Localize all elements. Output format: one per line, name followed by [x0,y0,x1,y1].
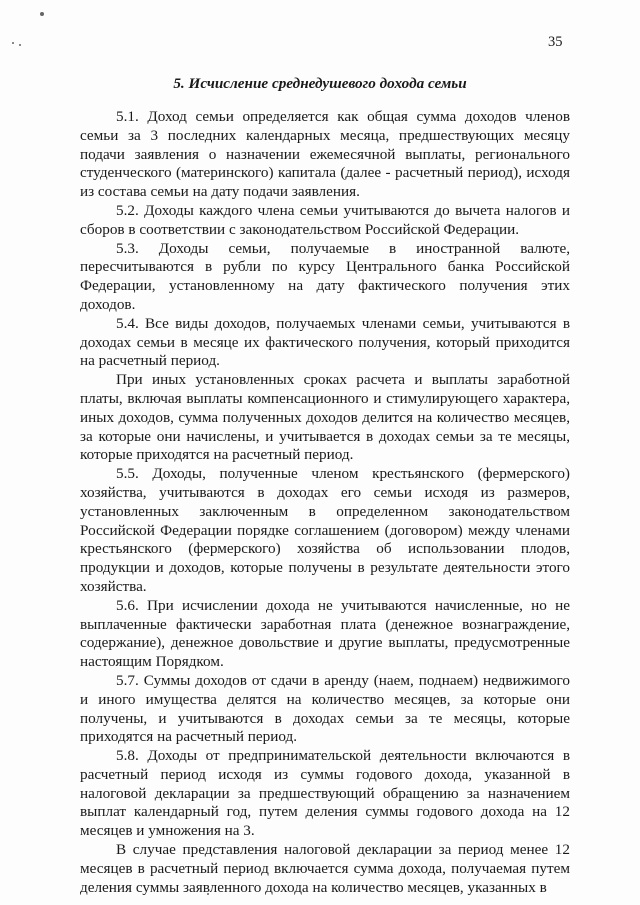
document-body [80,108,570,897]
scan-dot [19,44,21,46]
paragraph-5-4-cont: При иных установленных сроках расчета и выплаты заработной платы, включая выплаты компенсационного и стимулирующего характера, иных доходов, сумма полученных доходов делится на количество месяцев, за которые они начислены, и учитывается в доходах семьи за те месяцы, которые приходятся на расчетный период. [80,371,570,464]
page-number: 35 [548,34,563,50]
paragraph-5-6: 5.6. При исчислении дохода не учитываются начисленные, но не выплаченные фактически заработная плата (денежное вознаграждение, содержание), денежное довольствие и другие выплаты, предусмотренные настоящим Порядком. [80,596,570,671]
scan-dot [12,42,14,44]
section-title: 5. Исчисление среднедушевого дохода семьи [173,75,467,92]
paragraph-5-8: 5.8. Доходы от предпринимательской деятельности включаются в расчетный период исходя из суммы годового дохода, указанной в налоговой декларации за предшествующий обращению за назначением выплат календарный год, путем деления суммы годового дохода на 12 месяцев и умножения на 3. [80,747,570,840]
paragraph-5-1: 5.1. Доход семьи определяется как общая сумма доходов членов семьи за 3 последних календарных месяца, предшествующих месяцу подачи заявления о назначении ежемесячной выплаты, регионального студенческого (материнского) капитала (далее - расчетный период), исходя из состава семьи на дату подачи заявления. [80,108,570,201]
scan-dot [40,12,44,16]
paragraph-5-2: 5.2. Доходы каждого члена семьи учитываются до вычета налогов и сборов в соответствии с законодательством Российской Федерации. [80,201,570,238]
paragraph-5-8-cont: В случае представления налоговой декларации за период менее 12 месяцев в расчетный период включается сумма дохода, получаемая путем деления суммы заявленного дохода на количество месяцев, указанных в [80,841,570,896]
paragraph-5-4: 5.4. Все виды доходов, получаемых членами семьи, учитываются в доходах семьи в месяце их фактического получения, который приходится на расчетный период. [80,314,570,370]
paragraph-5-7: 5.7. Суммы доходов от сдачи в аренду (наем, поднаем) недвижимого и иного имущества делятся на количество месяцев, за которые они получены, и учитываются в доходах семьи за те месяцы, которые приходятся на расчетный период. [80,671,570,746]
paragraph-5-5: 5.5. Доходы, полученные членом крестьянского (фермерского) хозяйства, учитываются в доходах его семьи исходя из размеров, установленных заключенным в определенном законодательством Российской Федерации порядке соглашением (договором) между членами крестьянского (фермерского) хозяйства об использовании плодов, продукции и доходов, которые получены в результате деятельности этого хозяйства. [80,465,570,595]
paragraph-5-3: 5.3. Доходы семьи, получаемые в иностранной валюте, пересчитываются в рубли по курсу Центрального банка Российской Федерации, установленному на дату фактического получения этих доходов. [80,239,570,313]
